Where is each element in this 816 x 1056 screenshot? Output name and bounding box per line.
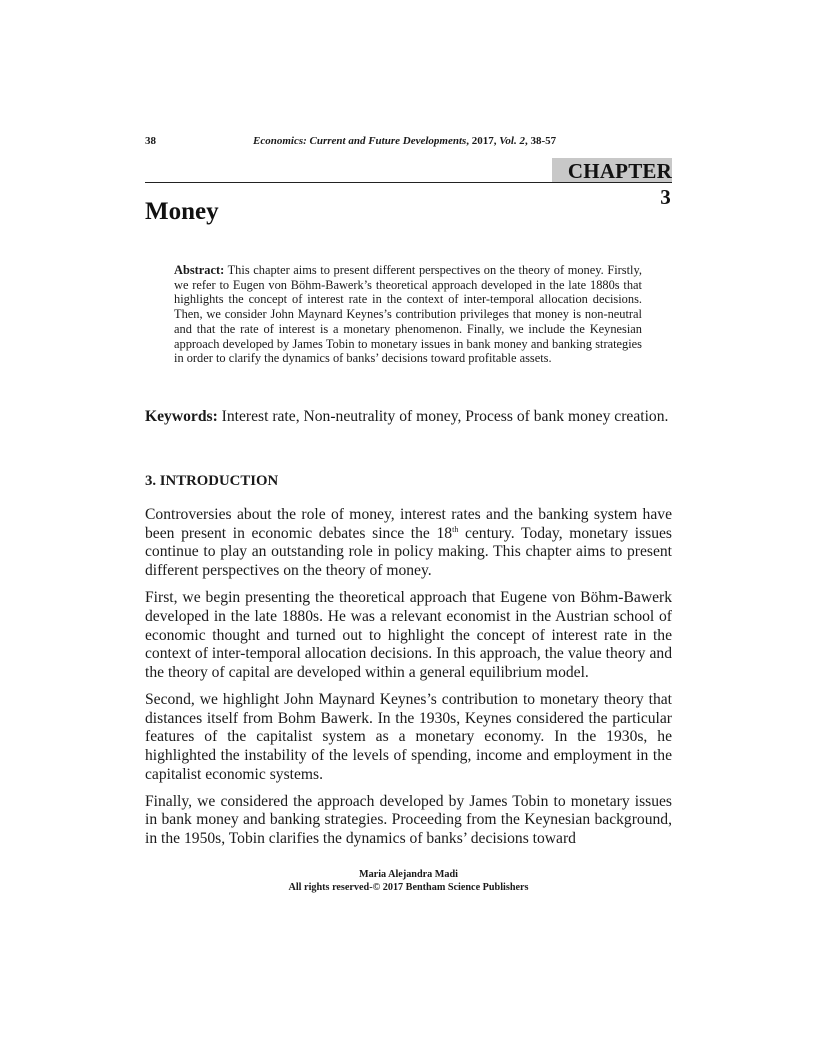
keywords-label: Keywords:	[145, 408, 218, 425]
section-body	[145, 506, 672, 857]
page-footer	[145, 869, 672, 894]
page-number: 38	[145, 135, 156, 147]
chapter-badge	[552, 158, 672, 209]
paragraph-1	[145, 506, 672, 581]
paragraph-2: First, we begin presenting the theoretical approach that Eugene von Böhm-Bawerk developed in the late 1880s. He was a relevant economist in the Austrian school of economic thought and turned out to highlight the concept of interest rate in the context of inter-temporal allocation decisions. In this approach, the value theory and the theory of capital are developed within a general equilibrium model.	[145, 589, 672, 681]
paragraph-3: Second, we highlight John Maynard Keynes’s contribution to monetary theory that distances itself from Bohm Bawerk. In the 1930s, Keynes considered the particular features of the capitalist system as a monetary economy. In the 1930s, he highlighted the instability of the levels of spending, income and employment in the capitalist economic systems.	[145, 690, 672, 783]
abstract-label: Abstract:	[174, 263, 225, 277]
chapter-title: Money	[145, 198, 219, 225]
header-divider	[145, 182, 672, 183]
journal-citation	[253, 135, 556, 147]
journal-title: Economics: Current and Future Developments	[253, 135, 467, 147]
journal-volume: Vol. 2	[499, 135, 525, 147]
abstract	[174, 263, 642, 366]
ordinal-superscript: th	[452, 524, 459, 534]
paragraph-text: century. Today, monetary issues continue to play an outstanding role in policy making. This chapter aims to present different perspectives on the theory of money.	[145, 524, 672, 580]
keywords-text: Interest rate, Non-neutrality of money, Process of bank money creation.	[217, 408, 669, 425]
journal-year: , 2017,	[466, 135, 500, 147]
paragraph-4: Finally, we considered the approach developed by James Tobin to monetary issues in bank money and banking strategies. Proceeding from the Keynesian background, in the 1950s, Tobin clarifies the dynamics of banks’ decisions toward	[145, 792, 672, 848]
running-head	[145, 135, 672, 151]
keywords	[145, 408, 672, 427]
paragraph-text: Controversies about the role of money, interest rates and the banking system have been present in economic debates since the 18	[145, 506, 672, 542]
journal-pages: , 38-57	[524, 135, 557, 147]
abstract-text: This chapter aims to present different perspectives on the theory of money. Firstly, we refer to Eugen von Böhm-Bawerk’s theoretical approach developed in the late 1880s that highlights the concept of interest rate in the context of inter-temporal allocation decisions. Then, we consider John Maynard Keynes’s contribution privileges that money is non-neutral and that the rate of interest is a monetary phenomenon. Finally, we include the Keynesian approach developed by James Tobin to monetary issues in bank money and banking strategies in order to clarify the dynamics of banks’ decisions toward profitable assets.	[174, 263, 642, 366]
footer-copyright: All rights reserved-© 2017 Bentham Science Publishers	[288, 881, 529, 893]
footer-author: Maria Alejandra Madi	[358, 869, 459, 880]
section-heading: 3. INTRODUCTION	[145, 473, 279, 489]
chapter-label: CHAPTER 3	[567, 159, 672, 209]
